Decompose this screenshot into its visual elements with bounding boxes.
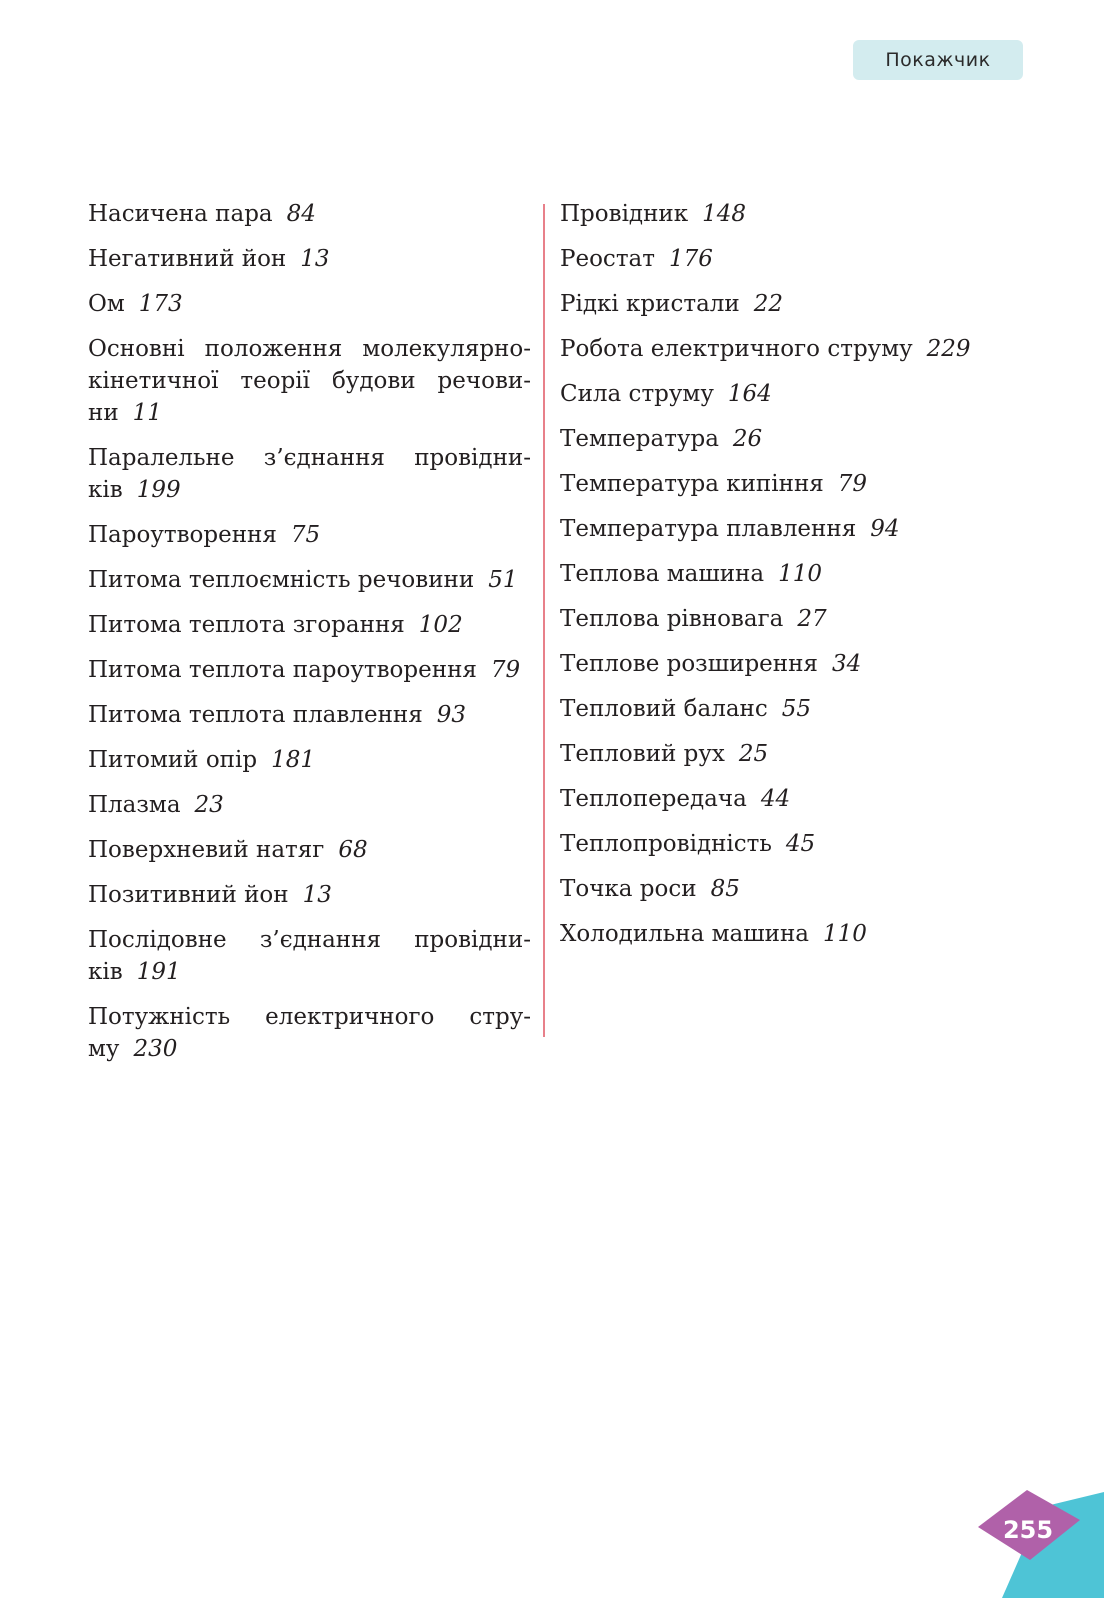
index-term: Теплове розширення <box>560 651 818 677</box>
index-page-ref: 13 <box>300 246 330 272</box>
index-term: Робота електричного струму <box>560 336 913 362</box>
index-term: Температура <box>560 426 719 452</box>
index-entry <box>560 513 1060 545</box>
index-term: Теплопровідність <box>560 831 772 857</box>
index-entry <box>560 198 1060 230</box>
index-entry <box>88 744 531 776</box>
index-entry <box>560 288 1060 320</box>
index-page-ref: 22 <box>753 291 784 317</box>
index-page-ref: 51 <box>488 567 518 593</box>
index-page-ref: 94 <box>870 516 900 542</box>
index-term: Паралельне з’єднання провідни-ків <box>88 445 531 503</box>
index-page-ref: 84 <box>286 201 316 227</box>
index-page-ref: 55 <box>781 696 812 722</box>
index-term: Питома теплота пароутворення <box>88 657 477 683</box>
index-entry <box>88 654 531 686</box>
index-entry <box>88 333 531 429</box>
index-entry <box>88 1001 531 1065</box>
column-divider <box>543 204 545 1037</box>
index-entry <box>88 609 531 641</box>
index-entry <box>88 198 531 230</box>
index-entry <box>560 693 1060 725</box>
index-term: Пароутворення <box>88 522 277 548</box>
index-page-ref: 45 <box>785 831 816 857</box>
index-entry <box>88 288 531 320</box>
index-entry <box>88 699 531 731</box>
index-term: Теплова машина <box>560 561 765 587</box>
index-page-ref: 229 <box>926 336 971 362</box>
index-entry <box>560 648 1060 680</box>
index-page-ref: 68 <box>338 837 368 863</box>
index-entry <box>560 423 1060 455</box>
index-entry <box>560 783 1060 815</box>
index-term: Рідкі кристали <box>560 291 740 317</box>
index-entry <box>560 738 1060 770</box>
index-term: Плазма <box>88 792 181 818</box>
index-entry <box>88 442 531 506</box>
index-entry <box>88 834 531 866</box>
index-term: Тепловий рух <box>560 741 725 767</box>
index-page-ref: 164 <box>727 381 772 407</box>
index-page-ref: 191 <box>136 959 181 985</box>
index-entry <box>560 873 1060 905</box>
index-page-ref: 148 <box>702 201 747 227</box>
index-page-ref: 11 <box>132 400 162 426</box>
index-entry <box>560 333 1060 365</box>
index-term: Послідовне з’єднання провідни-ків <box>88 927 531 985</box>
index-term: Основні положення молекулярно-кінетичної теорії будови речови-ни <box>88 336 531 426</box>
index-entry <box>560 603 1060 635</box>
index-page-ref: 75 <box>290 522 321 548</box>
index-entry <box>88 924 531 988</box>
index-term: Холодильна машина <box>560 921 810 947</box>
index-column-left <box>88 198 531 1078</box>
section-tab: Покажчик <box>853 40 1023 80</box>
index-page-ref: 93 <box>436 702 467 728</box>
index-page-ref: 34 <box>831 651 862 677</box>
index-entry <box>560 468 1060 500</box>
index-page-ref: 13 <box>302 882 332 908</box>
index-page-ref: 27 <box>797 606 827 632</box>
index-entry <box>88 789 531 821</box>
index-page-ref: 23 <box>194 792 224 818</box>
index-term: Позитивний йон <box>88 882 289 908</box>
index-term: Питома теплота плавлення <box>88 702 423 728</box>
index-entry <box>88 564 531 596</box>
index-term: Тепловий баланс <box>560 696 768 722</box>
index-entry <box>88 243 531 275</box>
index-page-ref: 176 <box>668 246 713 272</box>
index-term: Провідник <box>560 201 689 227</box>
index-page-ref: 102 <box>418 612 463 638</box>
index-page-ref: 79 <box>490 657 521 683</box>
index-entry <box>88 879 531 911</box>
index-entry <box>560 828 1060 860</box>
index-term: Питома теплота згорання <box>88 612 405 638</box>
index-term: Теплопередача <box>560 786 747 812</box>
index-term: Потужність електричного стру-му <box>88 1004 531 1062</box>
index-page-ref: 230 <box>133 1036 178 1062</box>
index-term: Поверхневий натяг <box>88 837 325 863</box>
index-page-ref: 110 <box>823 921 867 947</box>
index-term: Температура кипіння <box>560 471 824 497</box>
index-page-ref: 181 <box>271 747 315 773</box>
index-term: Точка роси <box>560 876 697 902</box>
index-page-ref: 199 <box>136 477 181 503</box>
index-entry <box>560 558 1060 590</box>
index-page-ref: 26 <box>732 426 763 452</box>
index-page-ref: 44 <box>760 786 791 812</box>
index-page-ref: 173 <box>138 291 183 317</box>
index-term: Насичена пара <box>88 201 273 227</box>
index-entry <box>560 243 1060 275</box>
index-page-ref: 79 <box>837 471 868 497</box>
index-term: Негативний йон <box>88 246 287 272</box>
index-term: Питомий опір <box>88 747 258 773</box>
index-term: Ом <box>88 291 125 317</box>
index-page-ref: 85 <box>710 876 740 902</box>
index-entry <box>560 378 1060 410</box>
index-term: Температура плавлення <box>560 516 857 542</box>
index-column-right <box>560 198 1060 963</box>
index-term: Теплова рівновага <box>560 606 784 632</box>
index-term: Сила струму <box>560 381 714 407</box>
page-number: 255 <box>1002 1516 1054 1544</box>
index-entry <box>560 918 1060 950</box>
index-term: Питома теплоємність речовини <box>88 567 475 593</box>
index-entry <box>88 519 531 551</box>
index-page-ref: 110 <box>778 561 822 587</box>
index-term: Реостат <box>560 246 655 272</box>
index-page-ref: 25 <box>738 741 769 767</box>
